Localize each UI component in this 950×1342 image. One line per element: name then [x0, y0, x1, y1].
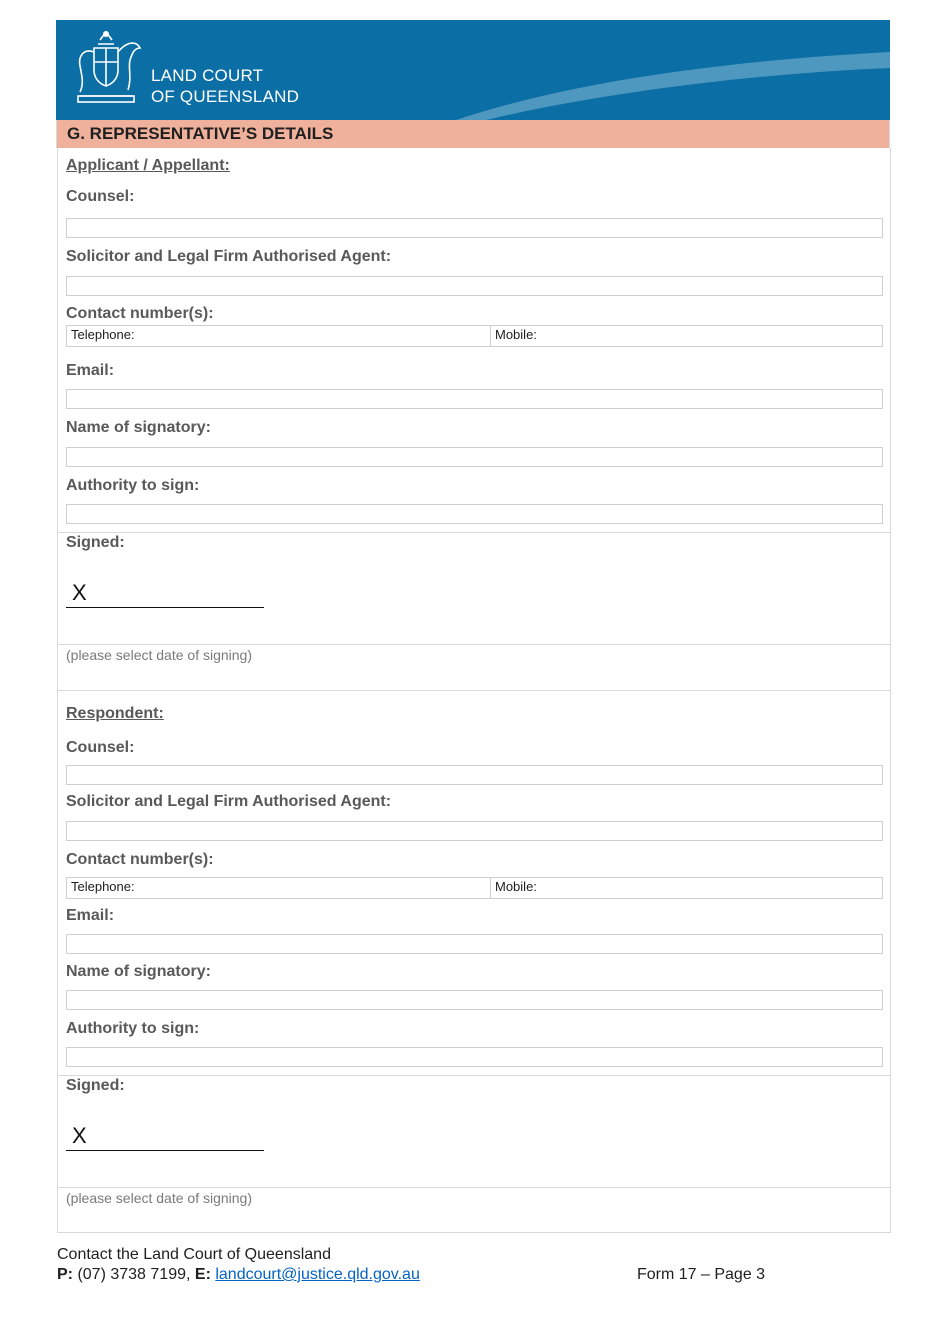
respondent-counsel-label: Counsel:	[66, 739, 135, 756]
applicant-signatory-label: Name of signatory:	[66, 419, 211, 436]
respondent-signed-label: Signed:	[66, 1077, 125, 1094]
respondent-signatory-input[interactable]	[66, 990, 883, 1010]
divider	[57, 532, 891, 533]
respondent-signatory-label: Name of signatory:	[66, 963, 211, 980]
applicant-mobile-input[interactable]	[491, 326, 882, 346]
applicant-counsel-input[interactable]	[66, 218, 883, 238]
respondent-contact-label: Contact number(s):	[66, 851, 214, 868]
court-name-line1: LAND COURT	[151, 66, 264, 85]
footer-contact-line: Contact the Land Court of Queensland	[57, 1246, 331, 1263]
applicant-heading: Applicant / Appellant:	[66, 157, 230, 174]
respondent-solicitor-input[interactable]	[66, 821, 883, 841]
applicant-solicitor-label: Solicitor and Legal Firm Authorised Agent:	[66, 248, 392, 265]
respondent-signature-line[interactable]	[66, 1150, 264, 1151]
queensland-coat-of-arms-icon	[70, 26, 142, 106]
applicant-counsel-label: Counsel:	[66, 188, 135, 205]
divider	[57, 690, 891, 691]
respondent-mobile-input[interactable]	[491, 878, 882, 898]
applicant-signature-line[interactable]	[66, 607, 264, 608]
applicant-email-label: Email:	[66, 362, 115, 379]
page-number: Form 17 – Page 3	[637, 1266, 766, 1283]
court-name-line2: OF QUEENSLAND	[151, 87, 300, 106]
footer-phone-number: (07) 3738 7199,	[77, 1266, 191, 1283]
applicant-signatory-input[interactable]	[66, 447, 883, 467]
applicant-telephone-input[interactable]	[67, 326, 491, 346]
divider	[57, 1187, 891, 1188]
divider	[57, 644, 891, 645]
applicant-signature-mark: X	[72, 580, 87, 605]
respondent-telephone-input[interactable]	[67, 878, 491, 898]
respondent-signature-mark: X	[72, 1123, 87, 1148]
respondent-date-picker[interactable]: (please select date of signing)	[66, 1190, 252, 1206]
applicant-contact-label: Contact number(s):	[66, 305, 214, 322]
applicant-contact-row	[66, 325, 883, 347]
applicant-authority-label: Authority to sign:	[66, 477, 200, 494]
footer-email-prefix: E:	[194, 1266, 211, 1283]
applicant-email-input[interactable]	[66, 389, 883, 409]
respondent-email-label: Email:	[66, 907, 115, 924]
respondent-authority-label: Authority to sign:	[66, 1020, 200, 1037]
respondent-authority-input[interactable]	[66, 1047, 883, 1067]
divider	[57, 1075, 891, 1076]
applicant-signed-label: Signed:	[66, 534, 125, 551]
header-banner	[56, 20, 890, 120]
applicant-mobile-label: Mobile:	[495, 327, 537, 342]
respondent-contact-row	[66, 877, 883, 899]
applicant-telephone-label: Telephone:	[71, 327, 135, 342]
respondent-mobile-label: Mobile:	[495, 879, 537, 894]
footer-email-link[interactable]: landcourt@justice.qld.gov.au	[215, 1266, 420, 1283]
court-name	[151, 65, 299, 107]
applicant-authority-input[interactable]	[66, 504, 883, 524]
section-heading-bar	[56, 120, 890, 148]
footer-contact-details	[57, 1266, 420, 1284]
respondent-solicitor-label: Solicitor and Legal Firm Authorised Agent:	[66, 793, 392, 810]
applicant-solicitor-input[interactable]	[66, 276, 883, 296]
section-title: G. REPRESENTATIVE’S DETAILS	[67, 124, 334, 143]
applicant-date-picker[interactable]: (please select date of signing)	[66, 647, 252, 663]
respondent-heading: Respondent:	[66, 705, 164, 722]
footer-phone-prefix: P:	[57, 1266, 73, 1283]
respondent-telephone-label: Telephone:	[71, 879, 135, 894]
respondent-counsel-input[interactable]	[66, 765, 883, 785]
respondent-email-input[interactable]	[66, 934, 883, 954]
